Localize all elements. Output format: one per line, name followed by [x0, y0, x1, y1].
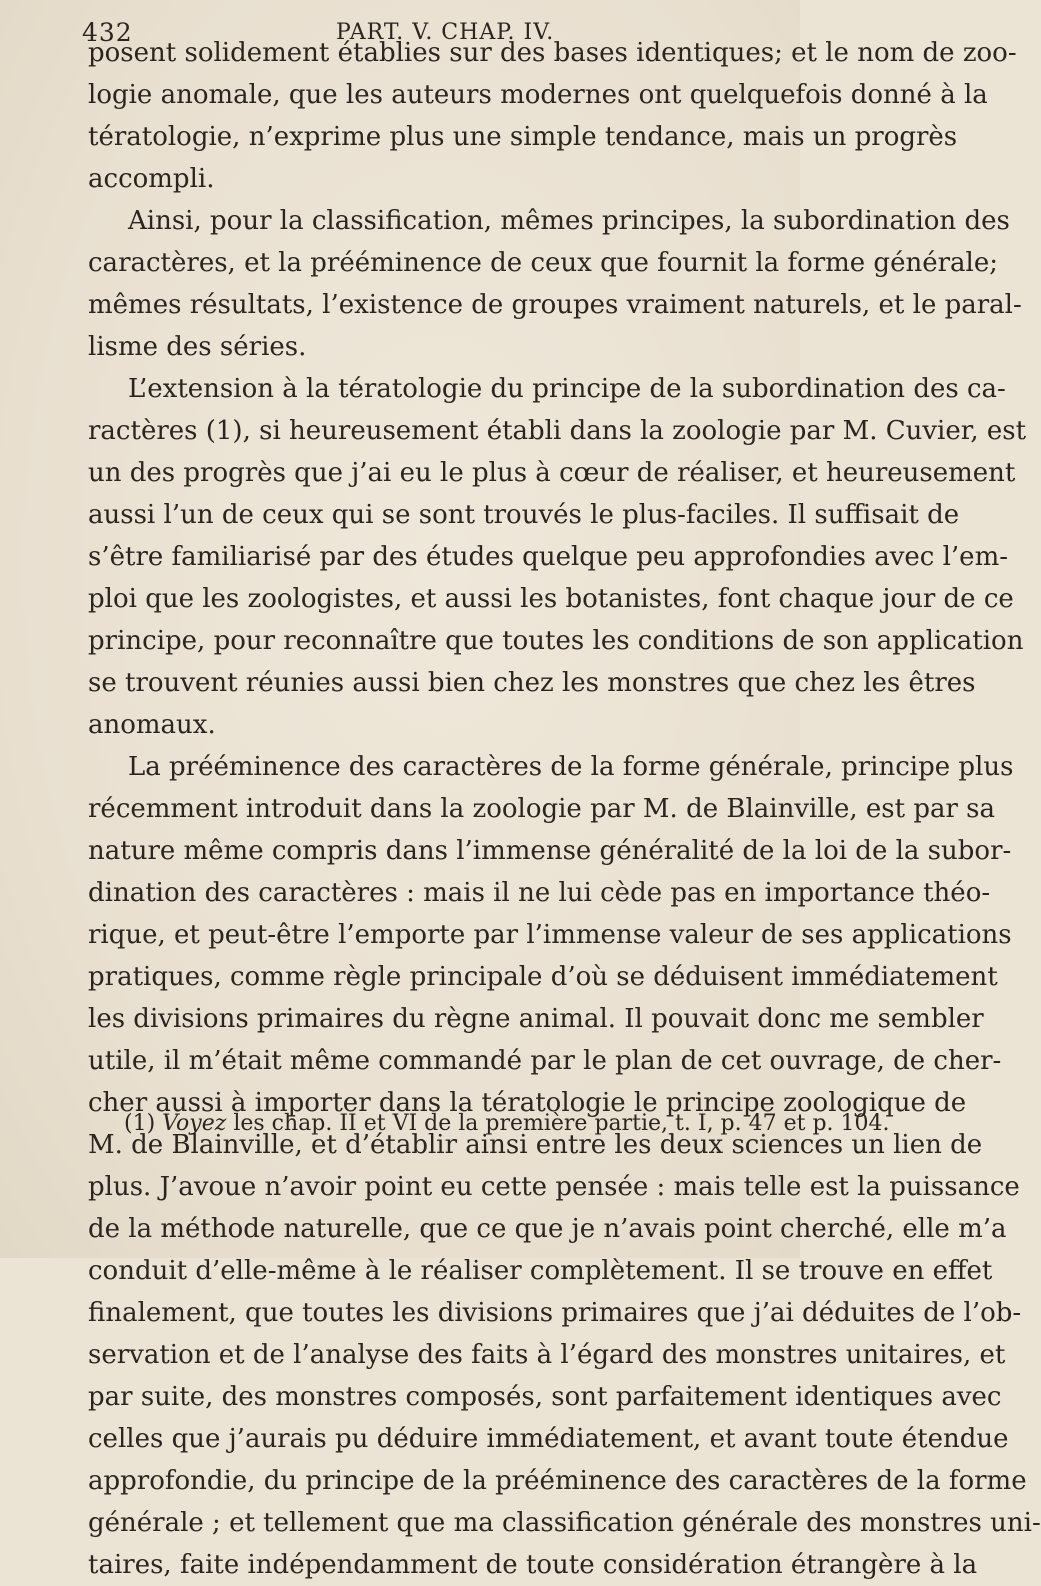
text-line: générale ; et tellement que ma classification générale des monstres uni-	[88, 1508, 1041, 1538]
text-line: tératologie, n’exprime plus une simple tendance, mais un progrès	[88, 122, 958, 152]
text-line: lisme des séries.	[88, 332, 307, 362]
text-line: servation et de l’analyse des faits à l’égard des monstres unitaires, et	[88, 1340, 1006, 1370]
text-line: celles que j’aurais pu déduire immédiatement, et avant toute étendue	[88, 1424, 1009, 1454]
text-line: rique, et peut-être l’emporte par l’immense valeur de ses applications	[88, 920, 1012, 950]
text-line: cher aussi à importer dans la tératologie le principe zoologique de	[88, 1088, 967, 1118]
text-line: principe, pour reconnaître que toutes les conditions de son application	[88, 626, 1024, 656]
text-line: finalement, que toutes les divisions primaires que j’ai déduites de l’ob-	[88, 1298, 1022, 1328]
text-line: caractères, et la prééminence de ceux que fournit la forme générale;	[88, 248, 998, 278]
text-line: anomaux.	[88, 710, 216, 740]
text-line: plus. J’avoue n’avoir point eu cette pensée : mais telle est la puissance	[88, 1172, 1020, 1202]
text-line: se trouvent réunies aussi bien chez les monstres que chez les êtres	[88, 668, 976, 698]
footnote-text: les chap. II et VI de la première partie, t. I, p. 47 et p. 104.	[233, 1111, 890, 1136]
text-line: s’être familiarisé par des études quelque peu approfondies avec l’em-	[88, 542, 1009, 572]
text-line: les divisions primaires du règne animal. Il pouvait donc me sembler	[88, 1004, 984, 1034]
footnote-marker: (1)	[124, 1111, 156, 1136]
running-head: PART. V. CHAP. IV.	[336, 20, 555, 45]
text-line: nature même compris dans l’immense généralité de la loi de la subor-	[88, 836, 1012, 866]
text-line: un des progrès que j’ai eu le plus à cœur de réaliser, et heureusement	[88, 458, 1016, 488]
text-line: conduit d’elle-même à le réaliser complètement. Il se trouve en effet	[88, 1256, 993, 1286]
text-line: dination des caractères : mais il ne lui cède pas en importance théo-	[88, 878, 991, 908]
text-line: taires, faite indépendamment de toute considération étrangère à la	[88, 1550, 978, 1580]
text-line: logie anomale, que les auteurs modernes ont quelquefois donné à la	[88, 80, 988, 110]
text-line: pratiques, comme règle principale d’où se déduisent immédiatement	[88, 962, 998, 992]
text-line: aussi l’un de ceux qui se sont trouvés le plus-faciles. Il suffisait de	[88, 500, 960, 530]
footnote	[124, 1111, 890, 1136]
text-line: ploi que les zoologistes, et aussi les botanistes, font chaque jour de ce	[88, 584, 1014, 614]
text-line: La prééminence des caractères de la forme générale, principe plus	[128, 752, 1014, 782]
text-line: de la méthode naturelle, que ce que je n’avais point cherché, elle m’a	[88, 1214, 1007, 1244]
text-line: accompli.	[88, 164, 215, 194]
text-line: Ainsi, pour la classification, mêmes principes, la subordination des	[128, 206, 1010, 236]
text-line: ractères (1), si heureusement établi dans la zoologie par M. Cuvier, est	[88, 416, 1027, 446]
footnote-italic: Voyez	[162, 1111, 227, 1136]
text-line: L’extension à la tératologie du principe de la subordination des ca-	[128, 374, 1006, 404]
text-line: utile, il m’était même commandé par le plan de cet ouvrage, de cher-	[88, 1046, 1002, 1076]
text-line: approfondie, du principe de la prééminence des caractères de la forme	[88, 1466, 1027, 1496]
page-number: 432	[82, 18, 133, 47]
text-line: mêmes résultats, l’existence de groupes vraiment naturels, et le paral-	[88, 290, 1022, 320]
text-line: posent solidement établies sur des bases identiques; et le nom de zoo-	[88, 38, 1017, 68]
text-line: par suite, des monstres composés, sont parfaitement identiques avec	[88, 1382, 1002, 1412]
body-text	[88, 32, 1041, 1586]
text-line: M. de Blainville, et d’établir ainsi entre les deux sciences un lien de	[88, 1130, 983, 1160]
text-line: récemment introduit dans la zoologie par M. de Blainville, est par sa	[88, 794, 996, 824]
